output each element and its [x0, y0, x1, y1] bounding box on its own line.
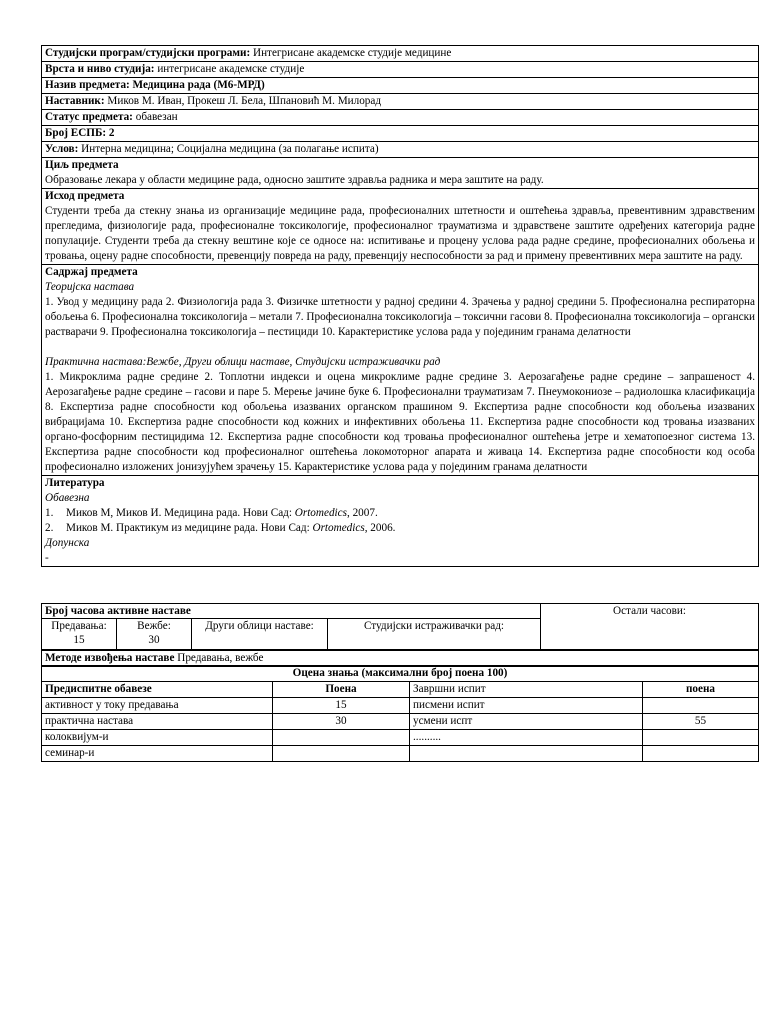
status-value: обавезан [132, 111, 178, 123]
condition-value: Интерна медицина; Социјална медицина (за полагање испита) [78, 143, 379, 155]
hours-table [41, 603, 759, 650]
teacher-label: Наставник: [45, 95, 105, 107]
lectures-label: Предавања: [51, 620, 107, 632]
grading-col-final: Завршни испит [410, 682, 643, 698]
literature-item: 1. Миков М, Миков И. Медицина рада. Нови Сад: Ortomedics, 2007. [45, 507, 378, 519]
status-row [42, 110, 759, 126]
theory-label: Теоријска настава [45, 281, 135, 293]
outcome-text: Студенти треба да стекну знања из организације медицине рада, професионалних штетности и оштећења здравља, превентивним здравственим прегледима, физиологије рада, професионалне токсикологије, професионалног трауматизма и здравствене заштите одређених категорија радне популације. Студенти треба да стекну вештине које се односе на: испитивање и процену услова рада радне средине, професионалних обољења и тровања, оцену радне способности, превенцију повреда на раду, превенцију неспособности за рад и примену превентивних мера заштите на раду. [45, 205, 755, 262]
practice-text: 1. Микроклима радне средине 2. Топлотни индекси и оцена микроклиме радне средине 3. Аерозагађење радне средине – запрашеност 4. Аерозагађење радне средине – гасови и паре 5. Мерење јачине буке 6. Професионални трауматизам 7. Пнеумокониозе – радиолошка класификација 8. Експертиза радне способности код обољења изазваних органском прашином 9. Експертиза радне способности код обољења изазваних вибрацијама 10. Експертиза радне способности код кожних и инфективних обољења 11. Експертиза радне способности код тровања изазваних органо-фосфорним пестицидима 12. Експертиза радне способности код тровања професионалног оштећења јетре и хематопоезног система 13. Експертиза радне способности код професионалног оштећења локомоторног апарата и живаца 14. Експертиза радне способности код особа професионално изложених јонизујућем зрачењу 15. Карактеристике услова рада у појединим гранама делатности [45, 371, 755, 473]
literature-item: 2. Миков М. Практикум из медицине рада. Нови Сад: Ortomedics, 2006. [45, 522, 396, 534]
condition-row [42, 142, 759, 158]
course-spec-table [41, 45, 759, 567]
condition-label: Услов: [45, 143, 79, 155]
table-row: активност у току предавања 15 писмени испит [42, 698, 759, 714]
study-type-label: Врста и ниво студија: [45, 63, 155, 75]
methods-label: Методе извођења наставе [45, 652, 175, 664]
content-section [42, 265, 759, 476]
table-row: семинар-и [42, 746, 759, 762]
exercises-cell [117, 619, 192, 650]
literature-supplementary-label: Допунска [45, 537, 90, 549]
grading-table [41, 665, 759, 762]
goal-section [42, 158, 759, 189]
grading-title: Оцена знања (максимални број поена 100) [42, 666, 759, 682]
goal-text: Образовање лекара у области медицине рада, односно заштите здравља радника и мера заштите на раду. [45, 174, 544, 186]
table-row: практична настава 30 усмени испт 55 [42, 714, 759, 730]
table-row: колоквијум-и .......... [42, 730, 759, 746]
grading-col-pre: Предиспитне обавезе [42, 682, 273, 698]
grading-col-points: Поена [273, 682, 410, 698]
program-label: Студијски програм/студијски програми: [45, 47, 251, 59]
grading-col-final-points: поена [643, 682, 759, 698]
program-value: Интегрисане академске студије медицине [250, 47, 452, 59]
methods-value: Предавања, вежбе [174, 652, 264, 664]
lectures-cell [42, 619, 117, 650]
subject-name: Назив предмета: Медицина рада (М6-МРД) [42, 78, 759, 94]
other-forms-label: Други облици наставе: [192, 619, 328, 650]
program-row [42, 46, 759, 62]
outcome-title: Исход предмета [45, 190, 125, 202]
teacher-value: Миков М. Иван, Прокеш Л. Бела, Шпановић М. Милорад [104, 95, 382, 107]
exercises-label: Вежбе: [137, 620, 171, 632]
lectures-value: 15 [73, 634, 85, 646]
teacher-row [42, 94, 759, 110]
literature-title: Литература [45, 477, 105, 489]
literature-section [42, 476, 759, 567]
hours-title: Број часова активне наставе [42, 604, 541, 619]
status-label: Статус предмета: [45, 111, 133, 123]
study-type-row [42, 62, 759, 78]
study-type-value: интегрисане академске студије [154, 63, 305, 75]
literature-supplementary-value: - [45, 552, 49, 564]
content-title: Садржај предмета [45, 266, 138, 278]
other-hours-label: Остали часови: [541, 604, 759, 650]
exercises-value: 30 [148, 634, 160, 646]
literature-required-label: Обавезна [45, 492, 90, 504]
goal-title: Циљ предмета [45, 159, 119, 171]
espb-row: Број ЕСПБ: 2 [42, 126, 759, 142]
practice-label: Практична настава:Вежбе, Други облици наставе, Студијски истраживачки рад [45, 356, 441, 368]
theory-text: 1. Увод у медицину рада 2. Физиологија рада 3. Физичке штетности у радној средини 4. Зрачења у радној средини 5. Професионална респираторна обољења 6. Професионална токсикологија – метали 7. Професионална токсикологија – токсични гасови 8. Професионална токсикологија – органски растварачи 9. Професионална токсикологија – пестициди 10. Карактеристике услова рада у појединим гранама делатности [45, 296, 755, 338]
outcome-section [42, 189, 759, 265]
research-label: Студијски истраживачки рад: [328, 619, 541, 650]
